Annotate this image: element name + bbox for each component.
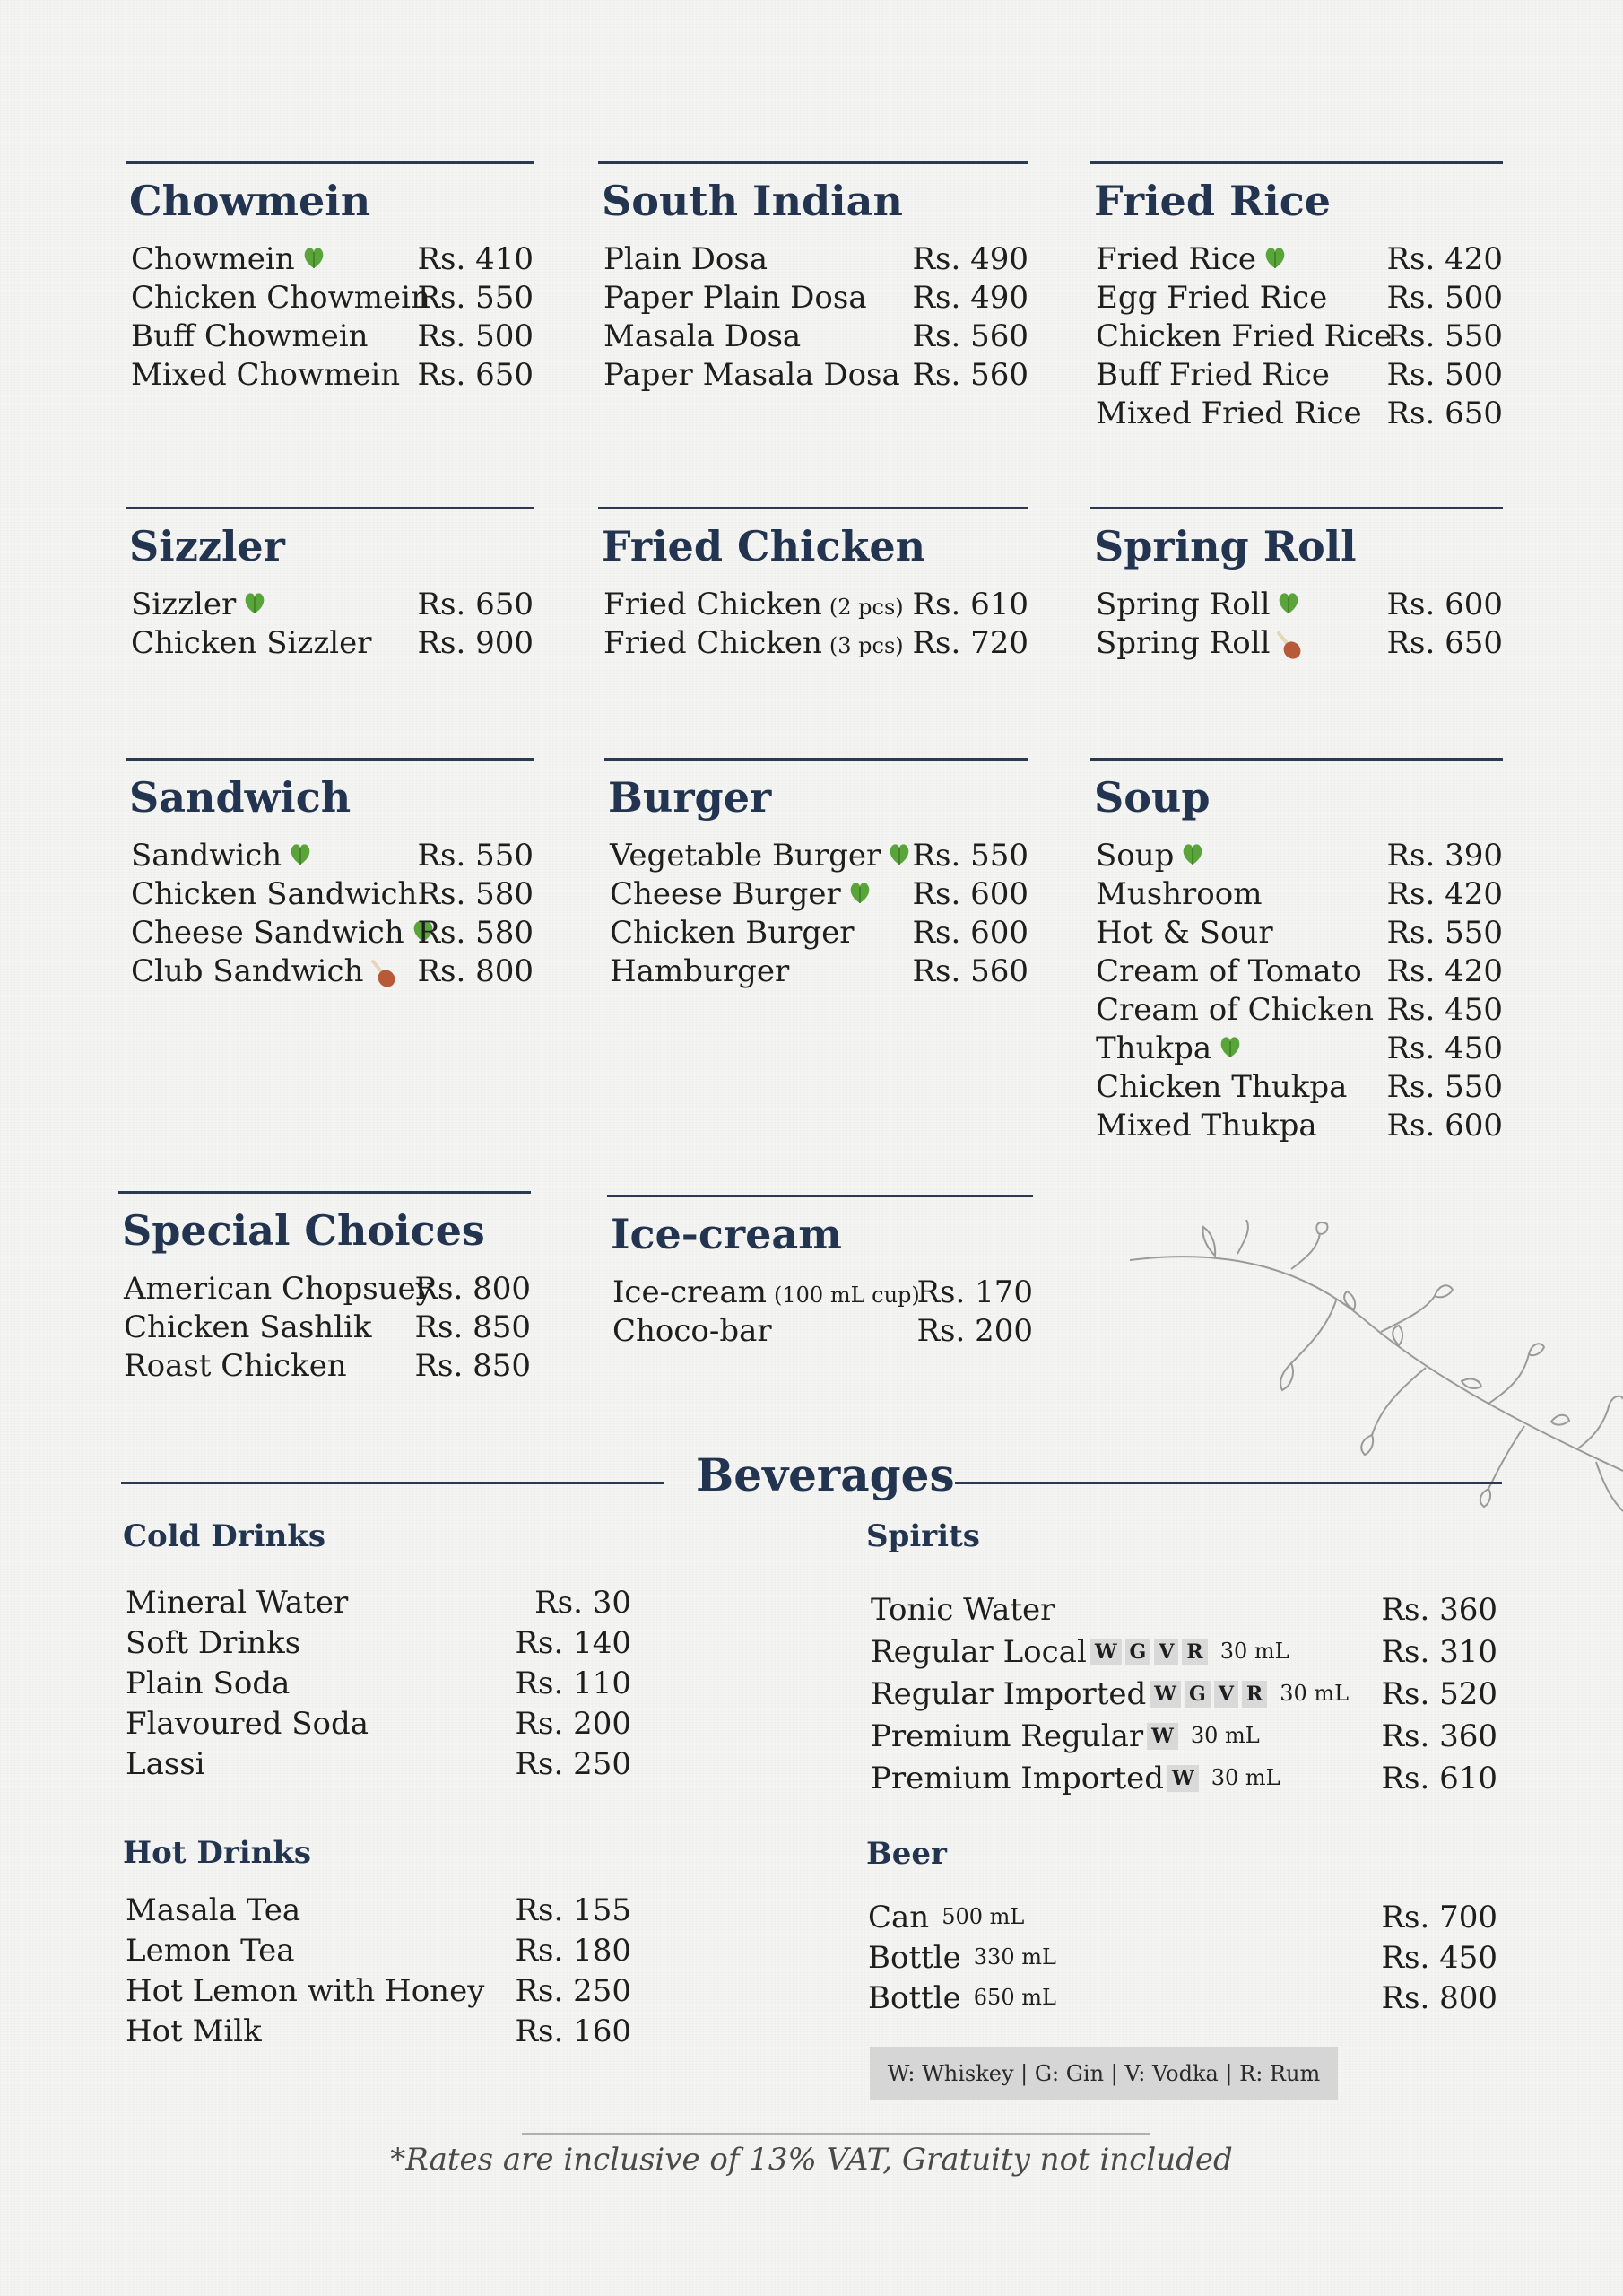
item-price: Rs. 550 bbox=[1386, 915, 1503, 951]
item-price: Rs. 560 bbox=[912, 318, 1028, 354]
section-title: Soup bbox=[1094, 773, 1211, 822]
item-name: Spring Roll bbox=[1096, 625, 1271, 661]
menu-item bbox=[598, 318, 1028, 357]
item-name: Cheese Burger bbox=[610, 876, 841, 912]
menu-item bbox=[126, 915, 534, 953]
veg-leaf-icon bbox=[1275, 589, 1302, 616]
item-volume: 500 mL bbox=[942, 1904, 1025, 1929]
item-name: Fried Chicken bbox=[603, 587, 822, 622]
item-price: Rs. 500 bbox=[1386, 357, 1503, 393]
cold-drinks-heading: Cold Drinks bbox=[123, 1518, 325, 1554]
menu-item bbox=[1090, 1031, 1503, 1069]
section-divider bbox=[598, 507, 1028, 509]
menu-item bbox=[604, 876, 1028, 915]
veg-leaf-icon bbox=[300, 244, 327, 271]
menu-item bbox=[118, 1271, 531, 1309]
menu-item bbox=[120, 1665, 631, 1706]
section-divider bbox=[598, 161, 1028, 164]
item-price: Rs. 420 bbox=[1386, 953, 1503, 989]
item-price: Rs. 850 bbox=[414, 1348, 531, 1384]
menu-item bbox=[1090, 992, 1503, 1031]
item-name: Mineral Water bbox=[126, 1585, 349, 1621]
item-price: Rs. 170 bbox=[916, 1274, 1033, 1310]
item-price: Rs. 800 bbox=[1381, 1980, 1497, 2016]
menu-item bbox=[604, 838, 1028, 876]
menu-item bbox=[120, 1625, 631, 1665]
item-price: Rs. 700 bbox=[1381, 1900, 1497, 1935]
menu-item bbox=[1090, 1069, 1503, 1108]
item-price: Rs. 180 bbox=[515, 1933, 631, 1969]
beverages-line-left bbox=[121, 1482, 664, 1484]
section-divider bbox=[1090, 507, 1503, 509]
menu-item bbox=[598, 280, 1028, 318]
item-price: Rs. 360 bbox=[1381, 1718, 1497, 1754]
section-divider bbox=[604, 758, 1028, 761]
item-price: Rs. 610 bbox=[1381, 1761, 1497, 1796]
item-price: Rs. 550 bbox=[1386, 1069, 1503, 1105]
item-price: Rs. 250 bbox=[515, 1973, 631, 2009]
section-items bbox=[1090, 241, 1503, 434]
menu-item bbox=[598, 625, 1028, 664]
menu-item bbox=[1090, 318, 1503, 357]
section-special bbox=[118, 1191, 531, 1387]
item-price: Rs. 250 bbox=[515, 1746, 631, 1782]
section-divider bbox=[126, 507, 534, 509]
item-volume: 650 mL bbox=[973, 1985, 1056, 2010]
item-price: Rs. 600 bbox=[912, 876, 1028, 912]
menu-item bbox=[120, 1933, 631, 1973]
item-name: Chicken Chowmein bbox=[131, 280, 430, 316]
item-name: Lassi bbox=[126, 1746, 205, 1782]
item-price: Rs. 450 bbox=[1381, 1940, 1497, 1976]
item-name: Bottle bbox=[868, 1940, 961, 1976]
item-name: Spring Roll bbox=[1096, 587, 1271, 622]
item-price: Rs. 390 bbox=[1386, 838, 1503, 874]
menu-item bbox=[865, 1676, 1497, 1718]
menu-item bbox=[126, 587, 534, 625]
menu-item bbox=[1090, 838, 1503, 876]
item-price: Rs. 500 bbox=[417, 318, 534, 354]
item-note: (100 mL cup) bbox=[774, 1283, 920, 1308]
menu-item bbox=[604, 915, 1028, 953]
veg-leaf-icon bbox=[1262, 244, 1289, 271]
item-name: Hot Milk bbox=[126, 2013, 262, 2049]
chicken-leg-icon bbox=[369, 958, 396, 988]
menu-item bbox=[865, 1718, 1497, 1761]
section-fried-rice bbox=[1090, 161, 1503, 434]
section-spring-roll bbox=[1090, 507, 1503, 664]
item-name: Chicken Sandwich bbox=[131, 876, 418, 912]
item-price: Rs. 900 bbox=[417, 625, 534, 661]
spirit-type-badge: V bbox=[1154, 1639, 1178, 1665]
menu-item bbox=[126, 280, 534, 318]
item-name: Chicken Burger bbox=[610, 915, 855, 951]
item-name: Buff Chowmein bbox=[131, 318, 369, 354]
item-price: Rs. 360 bbox=[1381, 1592, 1497, 1628]
menu-item bbox=[1090, 357, 1503, 396]
item-price: Rs. 200 bbox=[916, 1313, 1033, 1349]
item-name: Fried Chicken bbox=[603, 625, 822, 661]
item-name: Cheese Sandwich bbox=[131, 915, 404, 951]
list-beer bbox=[863, 1900, 1497, 2021]
menu-item bbox=[118, 1348, 531, 1387]
item-price: Rs. 720 bbox=[912, 625, 1028, 661]
item-name: Sandwich bbox=[131, 838, 282, 874]
section-sizzler bbox=[126, 507, 534, 664]
beer-heading: Beer bbox=[866, 1836, 947, 1872]
menu-item bbox=[863, 1980, 1497, 2021]
spirit-type-badge: R bbox=[1182, 1639, 1207, 1665]
item-name: Plain Dosa bbox=[603, 241, 768, 277]
item-name: Masala Tea bbox=[126, 1892, 301, 1928]
item-price: Rs. 850 bbox=[414, 1309, 531, 1345]
menu-item bbox=[126, 241, 534, 280]
item-name: Club Sandwich bbox=[131, 953, 364, 989]
hot-drinks-heading: Hot Drinks bbox=[123, 1835, 312, 1871]
veg-leaf-icon bbox=[846, 879, 873, 906]
item-name: Paper Plain Dosa bbox=[603, 280, 867, 316]
menu-item bbox=[863, 1940, 1497, 1980]
item-name: Sizzler bbox=[131, 587, 237, 622]
section-items bbox=[1090, 587, 1503, 664]
branch-decoration bbox=[1130, 1220, 1623, 1525]
veg-leaf-icon bbox=[1179, 840, 1206, 867]
section-icecream bbox=[607, 1195, 1033, 1352]
item-volume: 30 mL bbox=[1190, 1723, 1260, 1748]
beverages-title: Beverages bbox=[696, 1448, 955, 1501]
section-items bbox=[604, 838, 1028, 992]
menu-item bbox=[120, 1973, 631, 2013]
veg-leaf-icon bbox=[886, 840, 913, 867]
item-name: Chicken Fried Rice bbox=[1096, 318, 1393, 354]
spirits-heading: Spirits bbox=[866, 1518, 980, 1554]
item-name: Mixed Fried Rice bbox=[1096, 396, 1362, 431]
item-price: Rs. 420 bbox=[1386, 876, 1503, 912]
item-note: (3 pcs) bbox=[829, 633, 904, 658]
item-name: Mixed Thukpa bbox=[1096, 1108, 1317, 1144]
menu-item bbox=[126, 318, 534, 357]
item-volume: 30 mL bbox=[1219, 1639, 1289, 1664]
item-price: Rs. 550 bbox=[912, 838, 1028, 874]
item-name: Hamburger bbox=[610, 953, 790, 989]
item-name: Plain Soda bbox=[126, 1665, 291, 1701]
menu-item bbox=[120, 1892, 631, 1933]
item-price: Rs. 200 bbox=[515, 1706, 631, 1742]
section-items bbox=[126, 587, 534, 664]
item-name: Soft Drinks bbox=[126, 1625, 301, 1661]
item-name: Mushroom bbox=[1096, 876, 1263, 912]
item-name: Soup bbox=[1096, 838, 1175, 874]
item-price: Rs. 560 bbox=[912, 953, 1028, 989]
menu-item bbox=[1090, 587, 1503, 625]
item-name: Bottle bbox=[868, 1980, 961, 2016]
section-sandwich bbox=[126, 758, 534, 992]
menu-item bbox=[1090, 241, 1503, 280]
section-chowmein bbox=[126, 161, 534, 396]
item-price: Rs. 520 bbox=[1381, 1676, 1497, 1712]
item-price: Rs. 30 bbox=[534, 1585, 631, 1621]
item-price: Rs. 550 bbox=[417, 838, 534, 874]
section-divider bbox=[118, 1191, 531, 1194]
item-name: Flavoured Soda bbox=[126, 1706, 369, 1742]
item-name: Roast Chicken bbox=[124, 1348, 347, 1384]
item-volume: 330 mL bbox=[973, 1944, 1056, 1970]
menu-item bbox=[598, 357, 1028, 396]
item-volume: 30 mL bbox=[1280, 1681, 1350, 1706]
section-items bbox=[598, 241, 1028, 396]
section-divider bbox=[126, 161, 534, 164]
section-items bbox=[598, 587, 1028, 664]
menu-item bbox=[607, 1313, 1033, 1352]
item-price: Rs. 410 bbox=[417, 241, 534, 277]
list-spirits bbox=[865, 1592, 1497, 1803]
spirit-type-badge: W bbox=[1150, 1681, 1181, 1708]
item-name: Thukpa bbox=[1096, 1031, 1212, 1066]
section-fried-chicken bbox=[598, 507, 1028, 664]
section-burger bbox=[604, 758, 1028, 992]
item-name: Vegetable Burger bbox=[610, 838, 881, 874]
menu-item bbox=[120, 1706, 631, 1746]
spirit-type-badge: R bbox=[1242, 1681, 1267, 1708]
item-price: Rs. 650 bbox=[417, 357, 534, 393]
section-south-indian bbox=[598, 161, 1028, 396]
item-name: Chowmein bbox=[131, 241, 295, 277]
spirit-type-badge: W bbox=[1167, 1765, 1199, 1792]
menu-item bbox=[1090, 280, 1503, 318]
menu-item bbox=[607, 1274, 1033, 1313]
section-items bbox=[607, 1274, 1033, 1352]
item-name: Egg Fried Rice bbox=[1096, 280, 1328, 316]
list-hot-drinks bbox=[120, 1892, 631, 2054]
spirit-type-badge: V bbox=[1214, 1681, 1238, 1708]
menu-item bbox=[1090, 1108, 1503, 1146]
item-name: Premium Regular bbox=[871, 1718, 1144, 1754]
item-price: Rs. 155 bbox=[515, 1892, 631, 1928]
item-name: Hot Lemon with Honey bbox=[126, 1973, 485, 2009]
section-items bbox=[1090, 838, 1503, 1146]
veg-leaf-icon bbox=[241, 589, 268, 616]
menu-item bbox=[1090, 396, 1503, 434]
item-name: Lemon Tea bbox=[126, 1933, 295, 1969]
section-items bbox=[126, 838, 534, 992]
item-price: Rs. 580 bbox=[417, 876, 534, 912]
item-price: Rs. 800 bbox=[414, 1271, 531, 1307]
item-name: Hot & Sour bbox=[1096, 915, 1273, 951]
list-cold-drinks bbox=[120, 1585, 631, 1787]
item-price: Rs. 110 bbox=[515, 1665, 631, 1701]
section-divider bbox=[1090, 758, 1503, 761]
menu-item bbox=[126, 357, 534, 396]
item-name: Tonic Water bbox=[871, 1592, 1055, 1628]
section-title: Sandwich bbox=[129, 773, 352, 822]
spirit-type-badge: G bbox=[1185, 1681, 1211, 1708]
section-divider bbox=[126, 758, 534, 761]
item-name: Choco-bar bbox=[612, 1313, 772, 1349]
item-price: Rs. 600 bbox=[1386, 1108, 1503, 1144]
item-price: Rs. 450 bbox=[1386, 992, 1503, 1028]
footnote-divider bbox=[522, 2133, 1150, 2135]
item-name: Fried Rice bbox=[1096, 241, 1257, 277]
section-items bbox=[118, 1271, 531, 1387]
item-note: (2 pcs) bbox=[829, 595, 904, 620]
section-title: South Indian bbox=[602, 177, 903, 225]
menu-item bbox=[120, 2013, 631, 2054]
section-title: Ice-cream bbox=[611, 1210, 842, 1258]
item-price: Rs. 550 bbox=[417, 280, 534, 316]
item-name: Can bbox=[868, 1900, 930, 1935]
menu-item bbox=[604, 953, 1028, 992]
item-name: American Chopsuey bbox=[124, 1271, 433, 1307]
item-price: Rs. 550 bbox=[1386, 318, 1503, 354]
menu-item bbox=[1090, 953, 1503, 992]
item-name: Chicken Sashlik bbox=[124, 1309, 372, 1345]
spirit-type-badge: W bbox=[1090, 1639, 1122, 1665]
item-price: Rs. 160 bbox=[515, 2013, 631, 2049]
item-price: Rs. 450 bbox=[1386, 1031, 1503, 1066]
item-name: Mixed Chowmein bbox=[131, 357, 401, 393]
item-price: Rs. 140 bbox=[515, 1625, 631, 1661]
menu-item bbox=[598, 241, 1028, 280]
item-price: Rs. 490 bbox=[912, 241, 1028, 277]
item-price: Rs. 500 bbox=[1386, 280, 1503, 316]
item-price: Rs. 560 bbox=[912, 357, 1028, 393]
item-price: Rs. 490 bbox=[912, 280, 1028, 316]
beverages-line-right bbox=[955, 1482, 1502, 1484]
veg-leaf-icon bbox=[1217, 1033, 1244, 1060]
item-name: Masala Dosa bbox=[603, 318, 802, 354]
item-name: Ice-cream bbox=[612, 1274, 768, 1310]
item-price: Rs. 580 bbox=[417, 915, 534, 951]
menu-item bbox=[126, 625, 534, 664]
item-volume: 30 mL bbox=[1211, 1765, 1280, 1790]
item-name: Regular Imported bbox=[871, 1676, 1147, 1712]
spirits-legend: W: Whiskey | G: Gin | V: Vodka | R: Rum bbox=[870, 2047, 1338, 2100]
section-items bbox=[126, 241, 534, 396]
item-name: Paper Masala Dosa bbox=[603, 357, 900, 393]
menu-item bbox=[598, 587, 1028, 625]
item-price: Rs. 420 bbox=[1386, 241, 1503, 277]
menu-item bbox=[118, 1309, 531, 1348]
menu-item bbox=[1090, 625, 1503, 664]
item-name: Regular Local bbox=[871, 1634, 1087, 1670]
item-name: Buff Fried Rice bbox=[1096, 357, 1330, 393]
menu-item bbox=[865, 1634, 1497, 1676]
section-title: Chowmein bbox=[129, 177, 371, 225]
item-price: Rs. 610 bbox=[912, 587, 1028, 622]
item-name: Cream of Tomato bbox=[1096, 953, 1362, 989]
spirit-type-badge: W bbox=[1147, 1723, 1178, 1750]
menu-item bbox=[863, 1900, 1497, 1940]
section-title: Fried Rice bbox=[1094, 177, 1331, 225]
menu-item bbox=[865, 1592, 1497, 1634]
section-title: Spring Roll bbox=[1094, 522, 1357, 570]
item-name: Premium Imported bbox=[871, 1761, 1165, 1796]
section-divider bbox=[607, 1195, 1033, 1197]
footnote: *Rates are inclusive of 13% VAT, Gratuity not included bbox=[390, 2142, 1233, 2178]
section-title: Burger bbox=[608, 773, 772, 822]
menu-item bbox=[120, 1585, 631, 1625]
item-price: Rs. 310 bbox=[1381, 1634, 1497, 1670]
item-name: Chicken Thukpa bbox=[1096, 1069, 1348, 1105]
menu-item bbox=[865, 1761, 1497, 1803]
item-price: Rs. 800 bbox=[417, 953, 534, 989]
veg-leaf-icon bbox=[287, 840, 314, 867]
menu-item bbox=[126, 876, 534, 915]
item-price: Rs. 600 bbox=[1386, 587, 1503, 622]
section-title: Sizzler bbox=[129, 522, 285, 570]
menu-item bbox=[1090, 876, 1503, 915]
section-title: Fried Chicken bbox=[602, 522, 926, 570]
section-soup bbox=[1090, 758, 1503, 1146]
menu-item bbox=[126, 953, 534, 992]
menu-item bbox=[120, 1746, 631, 1787]
section-divider bbox=[1090, 161, 1503, 164]
spirit-type-badge: G bbox=[1125, 1639, 1151, 1665]
item-name: Cream of Chicken bbox=[1096, 992, 1375, 1028]
section-title: Special Choices bbox=[122, 1206, 485, 1255]
item-price: Rs. 650 bbox=[417, 587, 534, 622]
menu-item bbox=[126, 838, 534, 876]
chicken-leg-icon bbox=[1275, 630, 1302, 660]
item-price: Rs. 650 bbox=[1386, 625, 1503, 661]
item-name: Chicken Sizzler bbox=[131, 625, 372, 661]
menu-item bbox=[1090, 915, 1503, 953]
item-price: Rs. 600 bbox=[912, 915, 1028, 951]
item-price: Rs. 650 bbox=[1386, 396, 1503, 431]
